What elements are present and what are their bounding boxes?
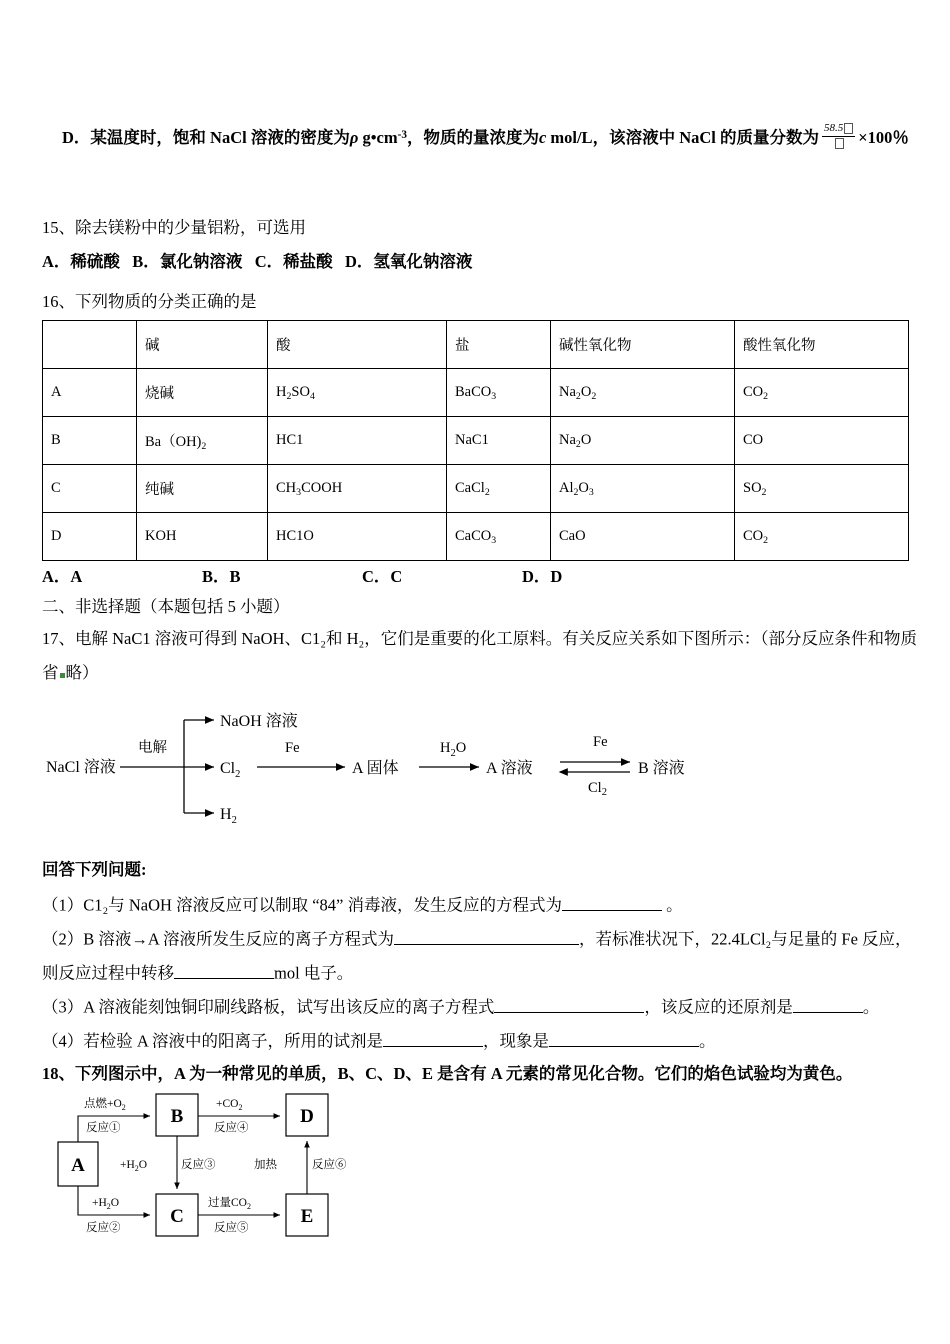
diagram-box-e-label: E: [300, 1206, 314, 1227]
q15-option-b[interactable]: B．氯化钠溶液: [132, 252, 243, 271]
q16-option-d[interactable]: D．D: [522, 567, 563, 586]
flow-node-a-solution: A 溶液: [486, 760, 533, 777]
row-label: C: [43, 465, 137, 513]
q16-option-a[interactable]: A．A: [42, 567, 83, 586]
edge-label-bd-reaction: 反应④: [214, 1122, 249, 1134]
table-header-cell-acidic-oxide: 酸性氧化物: [735, 321, 909, 369]
flow-node-cl2: $Cl_2$: [220, 760, 241, 780]
diagram-box-c-label: C: [170, 1206, 184, 1227]
question-17-stem-line1: [42, 629, 917, 649]
cell-salt: CaCl$_2$: [447, 465, 551, 513]
cell-basic-oxide: $Al_2O_3$: [551, 465, 735, 513]
question-15-stem: [42, 218, 306, 238]
table-row: [43, 513, 909, 561]
question-16-stem: [42, 292, 257, 312]
flow-label-cl2-2: $Cl_2$: [588, 780, 607, 798]
question-17-sub1: [42, 894, 683, 915]
edge-label-ed-condition: 加热: [254, 1159, 277, 1171]
cell-acid: $H_2SO_4$: [268, 369, 447, 417]
table-header-cell-base: 碱: [137, 321, 268, 369]
question-18-box-diagram: [48, 1090, 398, 1240]
question-16-number: 16、: [42, 292, 75, 311]
question-15-options: [42, 252, 472, 272]
missing-glyph-icon: [835, 138, 844, 149]
spellcheck-mark-icon: [60, 673, 65, 678]
density-unit: $g•cm^{-3}$: [362, 128, 407, 147]
flow-node-h2: $H_2$: [220, 806, 237, 826]
question-18-stem: [42, 1064, 852, 1084]
question-16-answer-options: [42, 563, 662, 587]
question-17-text-cont-b: 略）: [65, 663, 99, 682]
table-header-cell-blank: [43, 321, 137, 369]
answer-blank[interactable]: [494, 996, 644, 1013]
edge-label-ab-reaction: 反应①: [86, 1122, 121, 1134]
fraction-denominator: [822, 137, 855, 150]
cell-acidic-oxide: $CO_2$: [735, 369, 909, 417]
question-17-sub3: [42, 996, 879, 1017]
q17-sub4-prefix: （4）若检验 A 溶液中的阳离子，所用的试剂是: [42, 1031, 384, 1051]
option-d-statement: [62, 124, 909, 152]
answer-blank[interactable]: [549, 1030, 699, 1047]
q15-option-c[interactable]: C．稀盐酸: [254, 252, 333, 271]
flow-label-electrolysis: 电解: [138, 740, 167, 756]
edge-label-ce-reaction: 反应⑤: [214, 1222, 249, 1234]
edge-label-ac-condition: $+H_2O$: [92, 1197, 120, 1211]
q17-sub4-suffix: 。: [699, 1031, 716, 1051]
table-header-cell-salt: 盐: [447, 321, 551, 369]
cell-base: $Ba(OH)_2$: [137, 417, 268, 465]
question-17-text-cont-a: 省: [42, 663, 59, 682]
cell-basic-oxide: $Na_2O_2$: [551, 369, 735, 417]
option-d-prefix: D．某温度时，饱和 NaCl 溶液的密度为: [62, 128, 350, 147]
question-17-flow-diagram: [42, 700, 742, 830]
cell-acid: HC1O: [268, 513, 447, 561]
question-17-sub4: [42, 1030, 716, 1051]
q17-sub3-middle: ，该反应的还原剂是: [644, 997, 793, 1017]
edge-label-ce-condition: 过量$CO_2$: [208, 1197, 251, 1211]
q17-sub1-suffix: 。: [666, 895, 683, 915]
cell-basic-oxide: CaO: [551, 513, 735, 561]
answer-blank[interactable]: [174, 962, 274, 979]
question-17-sub2-line2: [42, 962, 353, 983]
diagram-box-d-label: D: [300, 1106, 314, 1127]
q17-sub2-line2-suffix: mol 电子。: [274, 963, 354, 983]
section-2-heading: 二、非选择题（本题包括 5 小题）: [42, 597, 290, 616]
cell-basic-oxide: $Na_2O$: [551, 417, 735, 465]
density-exponent: -3: [397, 128, 407, 141]
flow-label-fe-2: Fe: [593, 734, 608, 750]
fraction-numerator: 58.5: [822, 123, 855, 137]
q17-sub4-middle: ，现象是: [483, 1031, 550, 1051]
q17-sub1-prefix: （1）C1₂与 NaOH 溶液反应可以制取 “84” 消毒液，发生反应的方程式为: [42, 895, 562, 915]
q16-option-b[interactable]: B．B: [202, 567, 241, 586]
answer-blank[interactable]: [562, 894, 662, 911]
table-row: [43, 465, 909, 513]
table-row: [43, 417, 909, 465]
question-17-stem-line2: [42, 663, 99, 683]
option-d-mid: ，物质的量浓度为: [406, 128, 539, 147]
question-16-text: 下列物质的分类正确的是: [75, 292, 257, 311]
missing-glyph-icon: [844, 123, 853, 134]
cell-acidic-oxide: $SO_2$: [735, 465, 909, 513]
density-symbol: ρ: [349, 128, 359, 147]
cell-salt: CaCO$_3$: [447, 513, 551, 561]
q17-sub3-suffix: 。: [862, 997, 880, 1017]
question-15-number: 15、: [42, 218, 75, 237]
question-17-sub2-line1: [42, 928, 912, 949]
q15-option-a[interactable]: A．稀硫酸: [42, 252, 120, 271]
diagram-box-b-label: B: [170, 1106, 184, 1127]
cell-base: KOH: [137, 513, 268, 561]
mass-fraction-formula: [822, 123, 855, 149]
cell-salt: BaCO$_3$: [447, 369, 551, 417]
edge-label-bc-condition: $+H_2O$: [120, 1159, 148, 1173]
flow-node-naoh-solution: NaOH 溶液: [220, 713, 298, 730]
concentration-unit: mol/L: [550, 128, 593, 147]
table-row: [43, 369, 909, 417]
cell-acid: $CH_3COOH$: [268, 465, 447, 513]
table-header-row: [43, 321, 909, 369]
answer-blank[interactable]: [383, 1030, 483, 1047]
classification-table: [42, 320, 909, 561]
q17-sub2-line2-prefix: 则反应过程中转移: [42, 963, 174, 983]
cell-acid: HC1: [268, 417, 447, 465]
flow-label-h2o: $H_2O$: [440, 740, 467, 759]
option-d-suffix: ×100％: [858, 128, 909, 147]
edge-label-ac-reaction: 反应②: [86, 1222, 121, 1234]
flow-label-fe-1: Fe: [285, 740, 300, 756]
cell-acidic-oxide: $CO_2$: [735, 513, 909, 561]
cell-salt: NaC1: [447, 417, 551, 465]
question-18-text: 下列图示中，A 为一种常见的单质，B、C、D、E 是含有 A 元素的常见化合物。它们的焰色试验均为黄色。: [75, 1064, 853, 1083]
row-label: B: [43, 417, 137, 465]
cell-base: 烧碱: [137, 369, 268, 417]
q15-option-d[interactable]: D．氢氧化钠溶液: [344, 252, 473, 271]
question-17-text: 电解 NaC1 溶液可得到 NaOH、C1₂和 H₂，它们是重要的化工原料。有关反应关系如下图所示：（部分反应条件和物质: [75, 629, 917, 648]
cell-acidic-oxide: CO: [735, 417, 909, 465]
flow-node-a-solid: A 固体: [352, 760, 399, 777]
diagram-box-a-label: A: [71, 1155, 85, 1176]
flow-node-nacl-solution: NaCl 溶液: [46, 759, 116, 776]
q17-sub3-prefix: （3）A 溶液能刻蚀铜印刷线路板，试写出该反应的离子方程式: [42, 997, 495, 1017]
option-d-tail: ，该溶液中 NaCl 的质量分数为: [592, 128, 819, 147]
question-17-number: 17、: [42, 629, 75, 648]
answer-blank[interactable]: [394, 928, 579, 945]
edge-label-bd-condition: $+CO_2$: [216, 1098, 243, 1112]
edge-label-bc-reaction: 反应③: [181, 1159, 216, 1171]
flow-node-b-solution: B 溶液: [638, 760, 685, 777]
edge-label-ab-condition: 点燃$+O_2$: [84, 1098, 126, 1112]
cell-base: 纯碱: [137, 465, 268, 513]
q17-sub2-middle: ，若标准状况下，22.4LCl₂与足量的 Fe 反应，: [579, 929, 912, 949]
q16-option-c[interactable]: C．C: [362, 567, 403, 586]
table-header-cell-basic-oxide: 碱性氧化物: [551, 321, 735, 369]
row-label: D: [43, 513, 137, 561]
answer-prompt-heading: 回答下列问题:: [42, 860, 147, 879]
question-15-text: 除去镁粉中的少量铝粉，可选用: [75, 218, 306, 237]
answer-blank[interactable]: [793, 996, 863, 1013]
concentration-symbol: c: [538, 128, 547, 147]
question-18-number: 18、: [42, 1064, 75, 1083]
table-header-cell-acid: 酸: [268, 321, 447, 369]
edge-label-ed-reaction: 反应⑥: [312, 1159, 347, 1171]
q17-sub2-prefix: （2）B 溶液→A 溶液所发生反应的离子方程式为: [42, 929, 395, 949]
row-label: A: [43, 369, 137, 417]
